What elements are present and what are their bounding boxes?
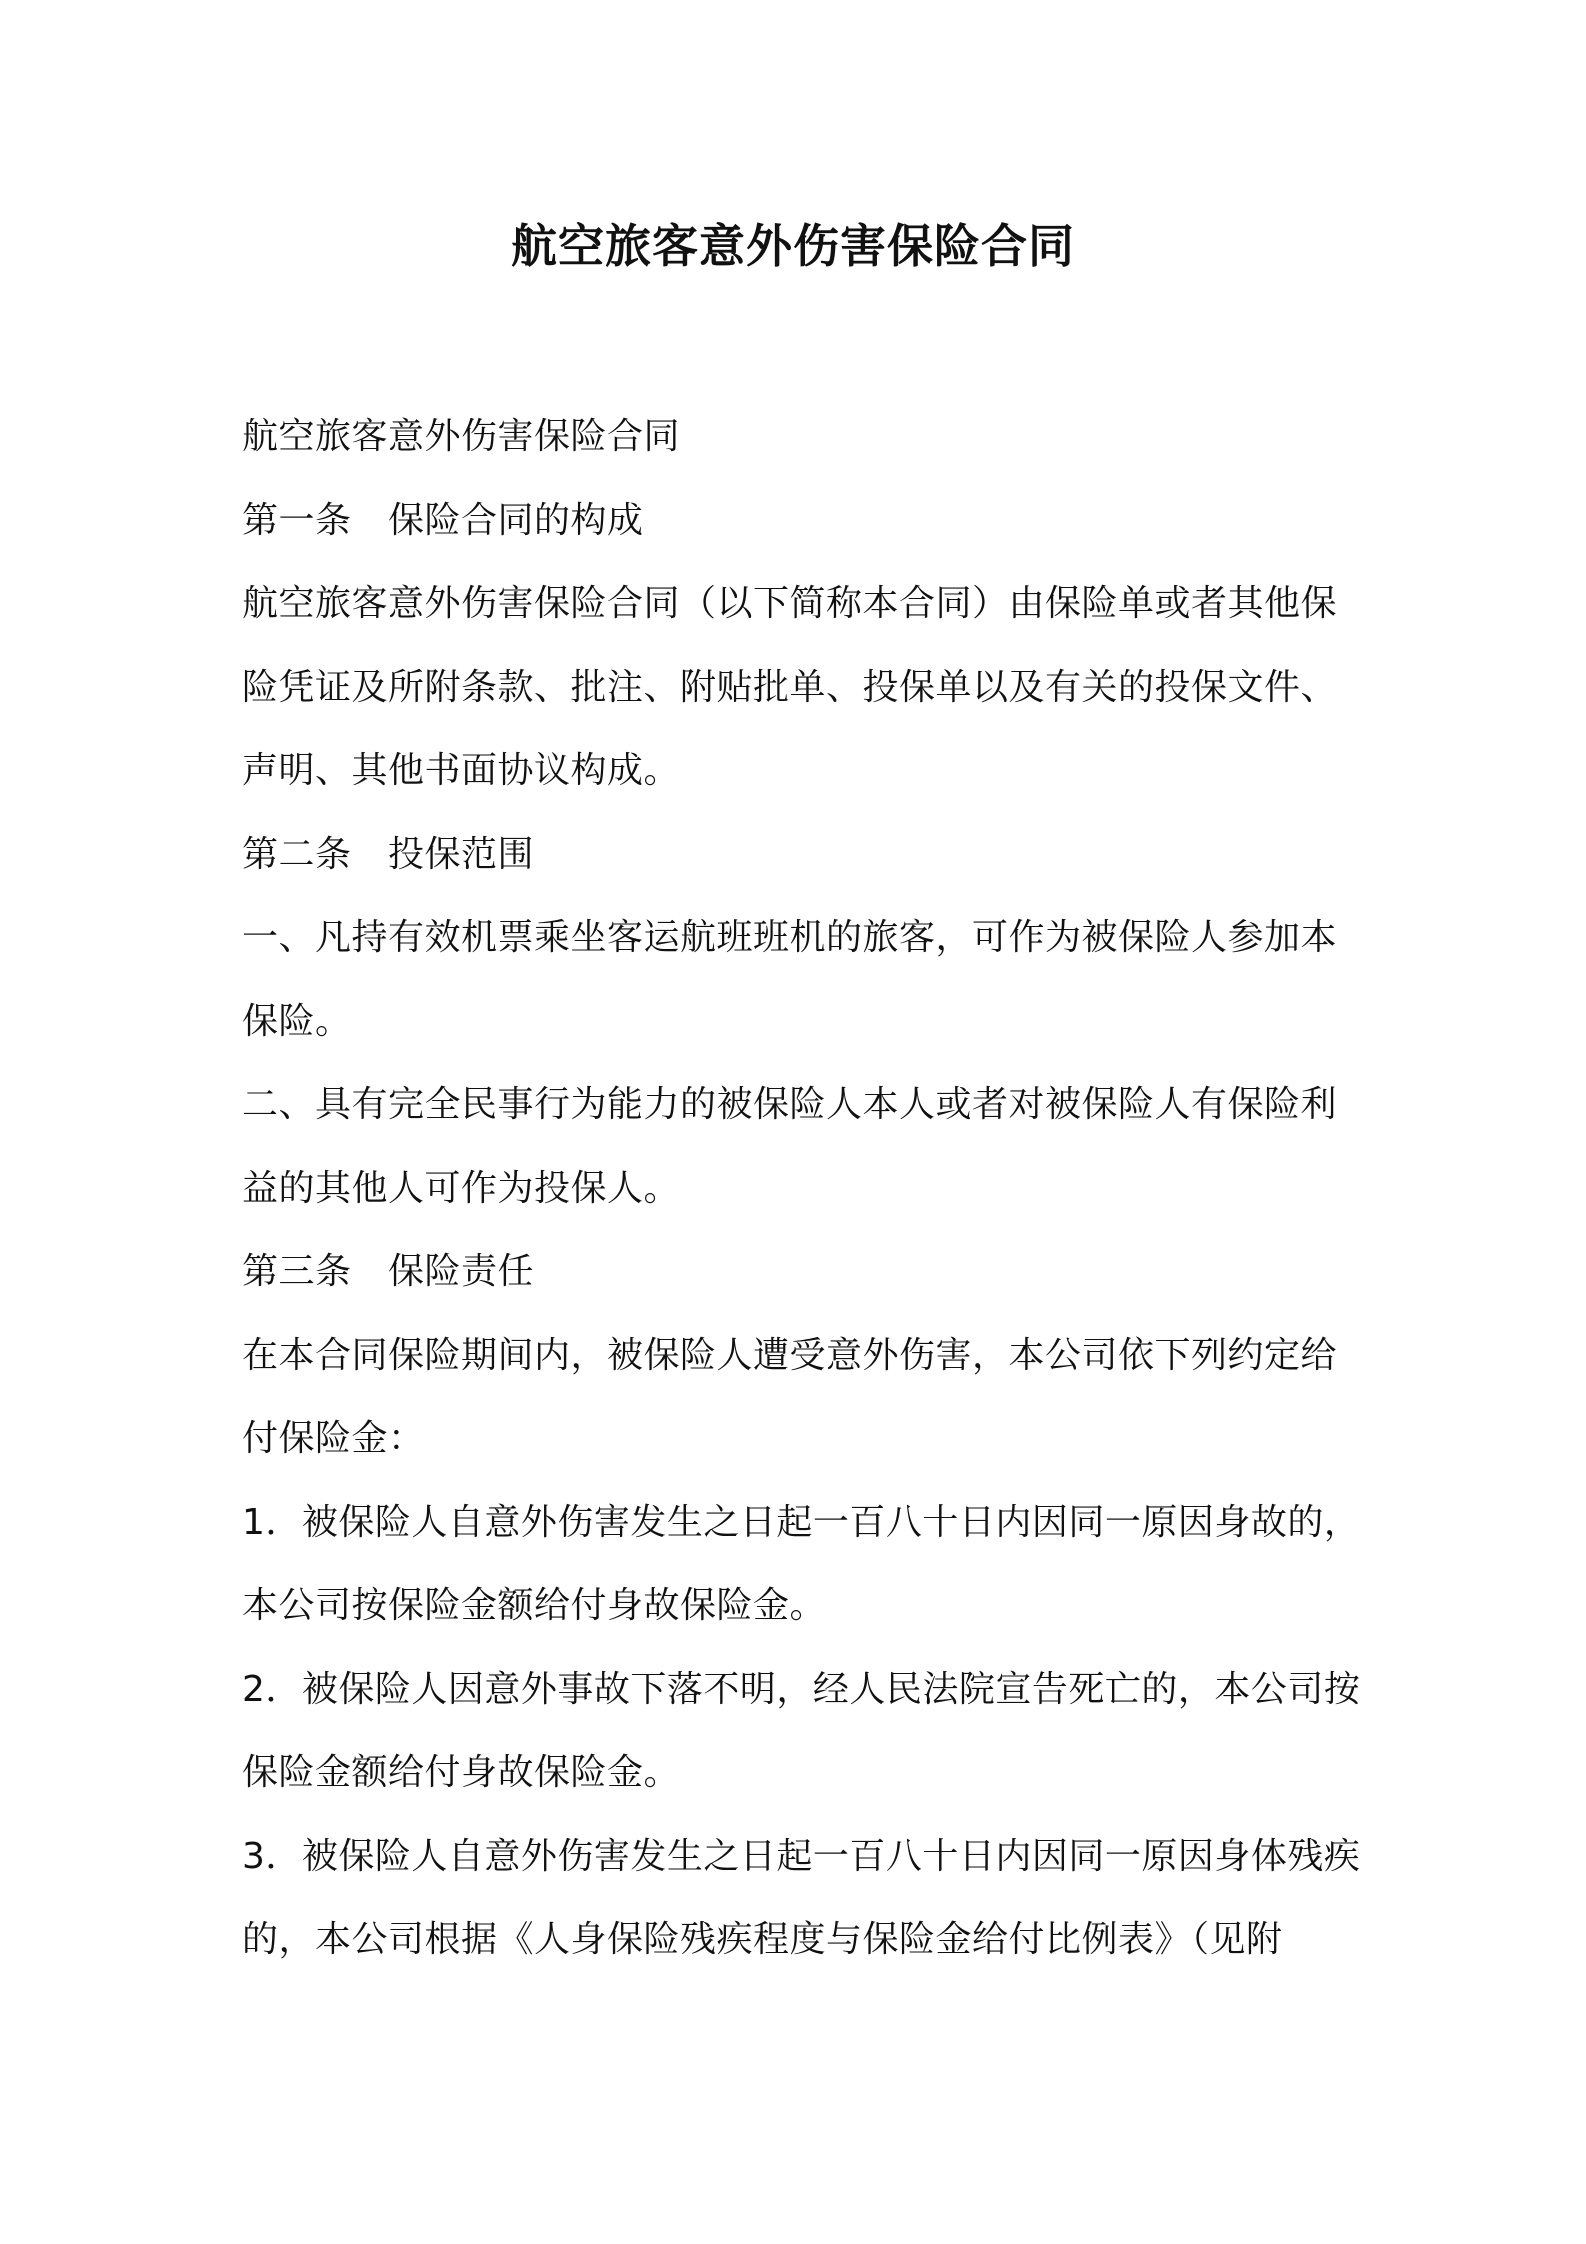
article-2-item-1: 一、凡持有效机票乘坐客运航班班机的旅客，可作为被保险人参加本保险。 [242,917,1338,1042]
article-1-text: 航空旅客意外伤害保险合同（以下简称本合同）由保险单或者其他保险凭证及所附条款、批注、附贴批单、投保单以及有关的投保文件、声明、其他书面协议构成。 [242,583,1338,791]
article-3-intro: 在本合同保险期间内，被保险人遭受意外伤害，本公司依下列约定给付保险金： [242,1334,1338,1459]
article-3-item-1: 1．被保险人自意外伤害发生之日起一百八十日内因同一原因身故的，本公司按保险金额给付身故保险金。 [242,1501,1361,1626]
article-2-heading: 第二条 投保范围 [242,833,535,875]
article-3-item-3: 3．被保险人自意外伤害发生之日起一百八十日内因同一原因身体残疾的，本公司根据《人身保险残疾程度与保险金给付比例表》（见附 [242,1835,1361,1960]
document-body [242,395,1362,1982]
body-heading: 航空旅客意外伤害保险合同 [242,416,681,457]
article-3-item-2: 2．被保险人因意外事故下落不明，经人民法院宣告死亡的，本公司按保险金额给付身故保险金。 [242,1668,1361,1793]
document-title: 航空旅客意外伤害保险合同 [511,219,1075,273]
article-1-heading: 第一条 保险合同的构成 [242,499,644,541]
article-3-heading: 第三条 保险责任 [242,1251,535,1292]
article-2-item-2: 二、具有完全民事行为能力的被保险人本人或者对被保险人有保险利益的其他人可作为投保人。 [242,1084,1338,1209]
